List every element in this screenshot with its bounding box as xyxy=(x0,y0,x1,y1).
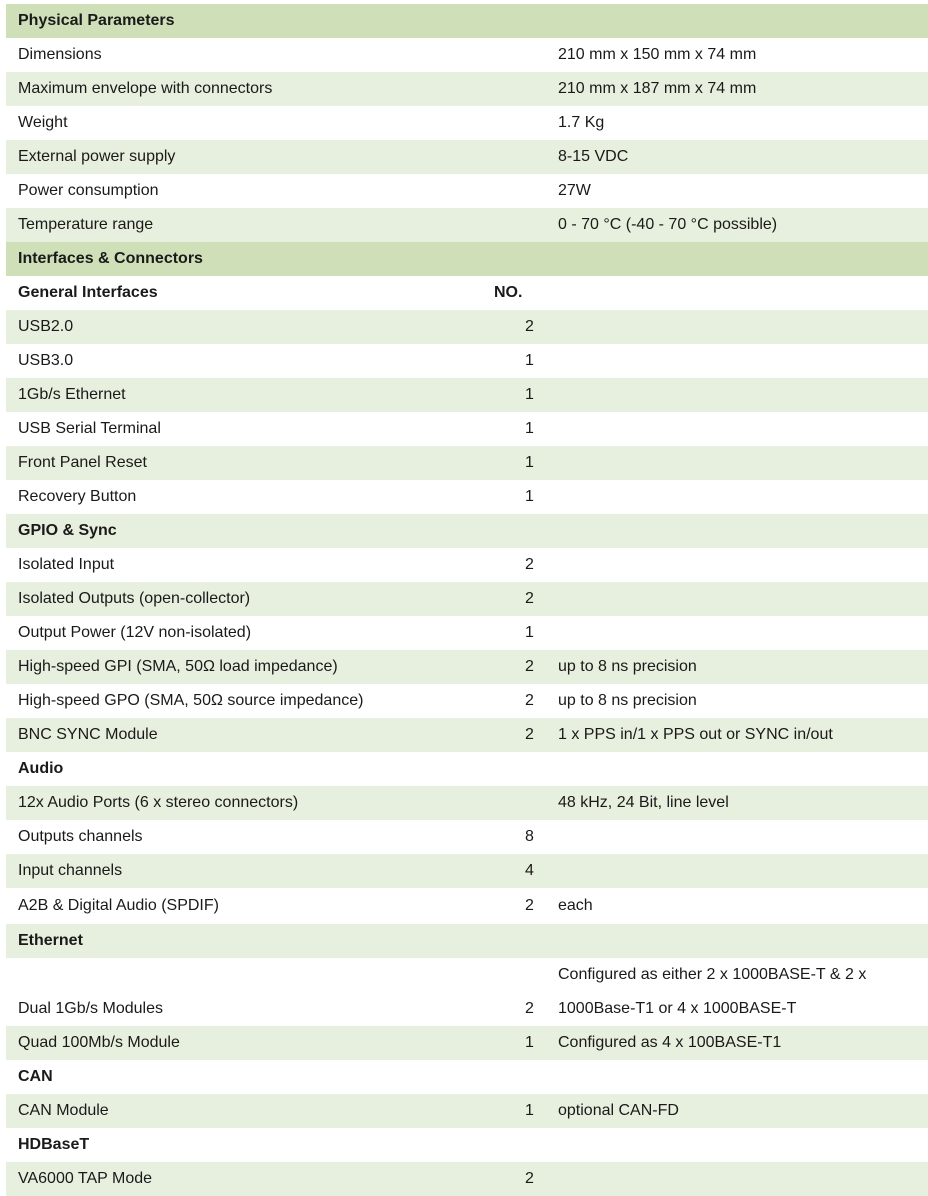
parameter-value: 27W xyxy=(558,182,591,199)
section-title: HDBaseT xyxy=(18,1136,90,1153)
spec-row-isolated-input xyxy=(6,548,928,582)
parameter-value: 210 mm x 150 mm x 74 mm xyxy=(558,46,757,63)
parameter-label: 1Gb/s Ethernet xyxy=(18,386,126,403)
spec-row-temperature-range xyxy=(6,208,928,242)
parameter-value-line2: 1000Base-T1 or 4 x 1000BASE-T xyxy=(558,1000,797,1017)
spec-row-a2b-digital-audio-spdif xyxy=(6,888,928,924)
parameter-label: CAN Module xyxy=(18,1102,109,1119)
parameter-label: A2B & Digital Audio (SPDIF) xyxy=(18,897,219,914)
spec-row-dimensions xyxy=(6,38,928,72)
parameter-value: optional CAN-FD xyxy=(558,1102,679,1119)
section-header-hdbaset xyxy=(6,1128,928,1162)
quantity-value: 4 xyxy=(525,862,534,879)
quantity-value: 2 xyxy=(525,1000,534,1017)
quantity-value: 2 xyxy=(525,590,534,607)
quantity-value: 1 xyxy=(525,1034,534,1051)
parameter-label: Quad 100Mb/s Module xyxy=(18,1034,180,1051)
quantity-value: 2 xyxy=(525,556,534,573)
section-header-audio xyxy=(6,752,928,786)
section-title: Physical Parameters xyxy=(18,12,175,29)
spec-row-usb3-0 xyxy=(6,344,928,378)
section-title: Interfaces & Connectors xyxy=(18,250,203,267)
parameter-label: High-speed GPI (SMA, 50Ω load impedance) xyxy=(18,658,338,675)
parameter-label: Maximum envelope with connectors xyxy=(18,80,273,97)
parameter-value: 8-15 VDC xyxy=(558,148,629,165)
quantity-value: 2 xyxy=(525,318,534,335)
spec-row-isolated-outputs-open-collector xyxy=(6,582,928,616)
parameter-label: Dual 1Gb/s Modules xyxy=(18,1000,163,1017)
spec-row-high-speed-gpo-sma-50-source-impedance xyxy=(6,684,928,718)
parameter-label: Dimensions xyxy=(18,46,102,63)
section-header-interfaces-connectors xyxy=(6,242,928,276)
parameter-value: 1 x PPS in/1 x PPS out or SYNC in/out xyxy=(558,726,833,743)
section-title: GPIO & Sync xyxy=(18,522,117,539)
quantity-value: 1 xyxy=(525,386,534,403)
spec-row-high-speed-gpi-sma-50-load-impedance xyxy=(6,650,928,684)
parameter-value: Configured as 4 x 100BASE-T1 xyxy=(558,1034,782,1051)
spec-row-1gb-s-ethernet xyxy=(6,378,928,412)
section-title: CAN xyxy=(18,1068,53,1085)
parameter-label: Front Panel Reset xyxy=(18,454,147,471)
quantity-value: 2 xyxy=(525,692,534,709)
parameter-label: USB Serial Terminal xyxy=(18,420,161,437)
parameter-value: up to 8 ns precision xyxy=(558,658,697,675)
parameter-value: up to 8 ns precision xyxy=(558,692,697,709)
parameter-label: External power supply xyxy=(18,148,176,165)
parameter-label: Temperature range xyxy=(18,216,154,233)
spec-row-weight xyxy=(6,106,928,140)
section-title: Audio xyxy=(18,760,64,777)
column-header-no: NO. xyxy=(494,284,523,301)
quantity-value: 2 xyxy=(525,726,534,743)
quantity-value: 2 xyxy=(525,1170,534,1187)
spec-row-maximum-envelope-with-connectors xyxy=(6,72,928,106)
section-header-can xyxy=(6,1060,928,1094)
quantity-value: 1 xyxy=(525,488,534,505)
section-title: Ethernet xyxy=(18,932,83,949)
section-header-general-interfaces xyxy=(6,276,928,310)
parameter-value: 48 kHz, 24 Bit, line level xyxy=(558,794,729,811)
section-header-physical-parameters xyxy=(6,4,928,38)
quantity-value: 1 xyxy=(525,1102,534,1119)
parameter-value: 1.7 Kg xyxy=(558,114,605,131)
quantity-value: 8 xyxy=(525,828,534,845)
parameter-label: Isolated Input xyxy=(18,556,115,573)
quantity-value: 2 xyxy=(525,897,534,914)
parameter-label: Output Power (12V non-isolated) xyxy=(18,624,252,641)
parameter-label: Input channels xyxy=(18,862,123,879)
spec-row-usb2-0 xyxy=(6,310,928,344)
parameter-label: BNC SYNC Module xyxy=(18,726,158,743)
spec-row-can-module xyxy=(6,1094,928,1128)
parameter-label: Weight xyxy=(18,114,68,131)
quantity-value: 1 xyxy=(525,624,534,641)
spec-row-dual-1gb-s-modules xyxy=(6,958,928,1026)
parameter-value: Configured as either 2 x 1000BASE-T & 2 x xyxy=(558,966,867,983)
spec-row-input-channels xyxy=(6,854,928,888)
spec-row-external-power-supply xyxy=(6,140,928,174)
spec-row-power-consumption xyxy=(6,174,928,208)
parameter-label: Power consumption xyxy=(18,182,159,199)
parameter-label: Outputs channels xyxy=(18,828,143,845)
spec-row-output-power-12v-non-isolated xyxy=(6,616,928,650)
spec-row-va6000-tap-mode xyxy=(6,1162,928,1196)
parameter-label: High-speed GPO (SMA, 50Ω source impedance) xyxy=(18,692,364,709)
quantity-value: 1 xyxy=(525,420,534,437)
spec-row-12x-audio-ports-6-x-stereo-connectors xyxy=(6,786,928,820)
spec-row-bnc-sync-module xyxy=(6,718,928,752)
parameter-label: 12x Audio Ports (6 x stereo connectors) xyxy=(18,794,299,811)
quantity-value: 2 xyxy=(525,658,534,675)
spec-row-recovery-button xyxy=(6,480,928,514)
spec-table xyxy=(6,4,928,1196)
parameter-label: USB3.0 xyxy=(18,352,74,369)
spec-row-outputs-channels xyxy=(6,820,928,854)
quantity-value: 1 xyxy=(525,352,534,369)
spec-row-usb-serial-terminal xyxy=(6,412,928,446)
section-title: General Interfaces xyxy=(18,284,158,301)
parameter-label: USB2.0 xyxy=(18,318,74,335)
quantity-value: 1 xyxy=(525,454,534,471)
spec-row-quad-100mb-s-module xyxy=(6,1026,928,1060)
parameter-value: 0 - 70 °C (-40 - 70 °C possible) xyxy=(558,216,778,233)
section-header-ethernet xyxy=(6,924,928,958)
parameter-label: VA6000 TAP Mode xyxy=(18,1170,153,1187)
parameter-label: Isolated Outputs (open-collector) xyxy=(18,590,251,607)
spec-row-front-panel-reset xyxy=(6,446,928,480)
parameter-value: each xyxy=(558,897,593,914)
parameter-label: Recovery Button xyxy=(18,488,137,505)
parameter-value: 210 mm x 187 mm x 74 mm xyxy=(558,80,757,97)
section-header-gpio-sync xyxy=(6,514,928,548)
